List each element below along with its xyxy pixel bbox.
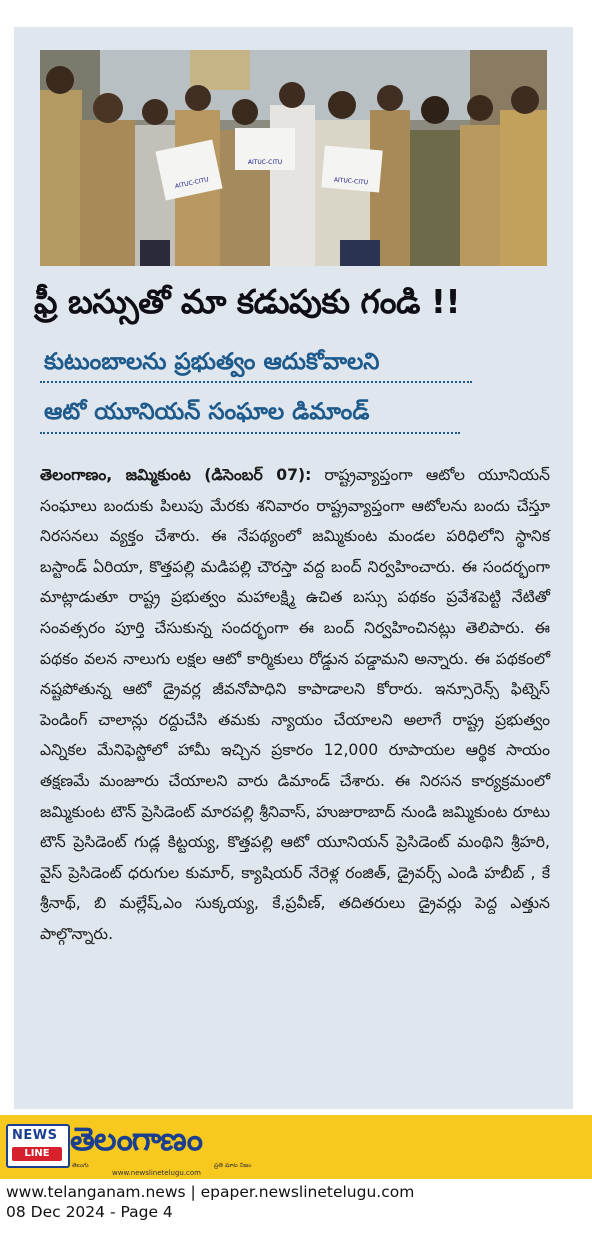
- placard-2: [235, 128, 295, 170]
- placard-1-label: AITUC-CITU: [174, 176, 210, 191]
- placard-3: [321, 146, 382, 193]
- article-body: [40, 460, 550, 950]
- placard-3-label: AITUC-CITU: [333, 176, 369, 187]
- article-subheading-2: ఆటో యూనియన్ సంఘాల డిమాండ్: [44, 399, 370, 425]
- credit-urls: www.telanganam.news | epaper.newslinetelugu.com: [6, 1183, 415, 1201]
- telanganam-brand: తెలంగాణం: [70, 1120, 202, 1158]
- dotted-underline-1: [40, 381, 472, 383]
- protest-photo-illustration: [40, 50, 547, 266]
- protest-photo: [40, 50, 547, 266]
- logo-line-text: LINE: [12, 1147, 62, 1161]
- placard-2-label: AITUC-CITU: [247, 159, 283, 166]
- brand-tagline: ప్రతి మాట నిజం: [214, 1162, 252, 1169]
- logo-news-text: NEWS: [12, 1128, 58, 1143]
- dotted-underline-2: [40, 432, 460, 434]
- article-dateline: తెలంగాణం, జమ్మికుంట (డిసెంబర్ 07):: [40, 466, 312, 484]
- logo-sub-text: తెలుగు: [72, 1162, 89, 1169]
- brand-url: www.newslinetelugu.com: [112, 1169, 201, 1177]
- article-subheading-1: కుటుంబాలను ప్రభుత్వం ఆదుకోవాలని: [44, 349, 380, 375]
- article-headline: ఫ్రీ బస్సుతో మా కడుపుకు గండి !!: [34, 282, 461, 321]
- credit-date: 08 Dec 2024 - Page 4: [6, 1203, 173, 1221]
- article-body-text: రాష్ట్రవ్యాప్తంగా ఆటోల యూనియన్ సంఘాలు బందుకు పిలుపు మేరకు శనివారం రాష్ట్రవ్యాప్తంగా ఆటోలను బందు చేస్తూ నిరసనలు వ్యక్తం చేశారు. ఈ నేపథ్యంలో జమ్మికుంట మండల పరిధిలోని స్థానిక బస్టాండ్ ఏరియా, కొత్తపల్లి మడిపల్లి చౌరస్తా వద్ద బంద్ నిర్వహించారు. ఈ సందర్భంగా మాట్లాడుతూ రాష్ట్ర ప్రభుత్వం మహాలక్ష్మి ఉచిత బస్సు పథకం ప్రవేశపెట్టి నేటితో సంవత్సరం పూర్తి చేసుకున్న సందర్భంగా ఈ బంద్ నిర్వహించినట్లు తెలిపారు. ఈ పథకం వలన నాలుగు లక్షల ఆటో కార్మికులు రోడ్డున పడ్డామని అన్నారు. ఈ పథకంలో నష్టపోతున్న ఆటో డ్రైవర్ల జీవనోపాధిని కాపాడాలని కోరారు. ఇన్సూరెన్స్ ఫిట్నెస్ పెండింగ్ చాలాన్లు రద్దుచేసి తమకు న్యాయం చేయాలని అలాగే రాష్ట్ర ప్రభుత్వం ఎన్నికల మేనిఫెస్టోలో హామీ ఇచ్చిన ప్రకారం 12,000 రూపాయల ఆర్థిక సాయం తక్షణమే మంజూరు చేయాలని వారు డిమాండ్ చేశారు. ఈ నిరసన కార్యక్రమంలో జమ్మికుంట టౌన్ ప్రెసిడెంట్ మారపల్లి శ్రీనివాస్, హుజురాబాద్ నుండి జమ్మికుంట రూటు టౌన్ ప్రెసిడెంట్ గుడ్ల కిట్టయ్య, కొత్తపల్లి ఆటో యూనియన్ ప్రెసిడెంట్ మంథిని శ్రీహరి, వైస్ ప్రెసిడెంట్ ధరుగుల కుమార్, క్యాషియర్ నేరెళ్ల రంజిత్, డ్రైవర్స్ ఎండి హబీబ్ , కే శ్రీనాథ్, బి మల్లేష్,ఎం సుక్కయ్య, కే,ప్రవీణ్, తదితరులు డ్రైవర్లు పెద్ద ఎత్తున పాల్గొన్నారు.: [40, 466, 550, 943]
- newsline-logo: [6, 1124, 70, 1168]
